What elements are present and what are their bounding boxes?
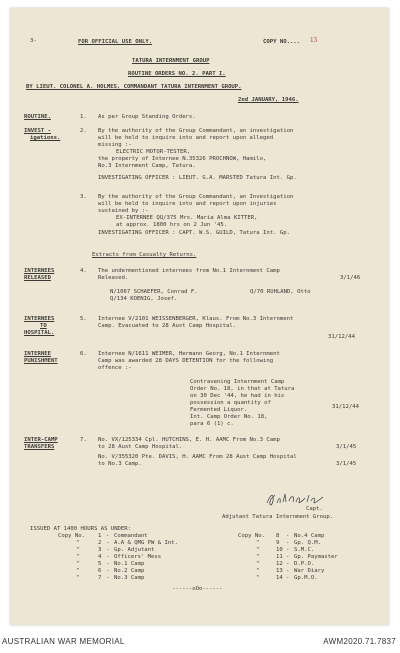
released-name: Q/134 KOENIG, Josef. — [110, 296, 178, 302]
copy-recipient: Gp.M.O. — [294, 575, 318, 581]
copy-recipient: No.2 Camp — [114, 568, 145, 574]
signature-title: Adjutant Tatura Internment Group. — [222, 514, 334, 520]
investigating-officer: INVESTIGATING OFFICER : LIEUT. G.A. MARSTED Tatura Int. Gp. — [98, 175, 297, 181]
item-text: offence :- — [98, 365, 132, 371]
ditto-mark: " — [256, 575, 260, 581]
entry-dash: - — [286, 561, 290, 567]
item-subtext: EX-INTERNEE QQ/375 Mrs. Maria Alma KITTER, — [116, 215, 258, 221]
ditto-mark: " — [76, 540, 80, 546]
ditto-mark: " — [256, 540, 260, 546]
item-number: 7. — [80, 437, 87, 443]
item-text: The undermentioned internees from No.1 Internment Camp — [98, 268, 280, 274]
copy-number-entry: 6 — [98, 568, 102, 574]
item-text: will be held to inquire into and report upon alleged — [98, 135, 274, 141]
item-date: 31/12/44 — [328, 334, 355, 340]
copy-recipient: No.3 Camp — [114, 575, 145, 581]
ditto-mark: " — [76, 554, 80, 560]
item-text: Camp was awarded 28 DAYS DETENTION for the following — [98, 358, 274, 364]
copy-number-entry: 9 — [276, 540, 280, 546]
item-date: 3/1/45 — [336, 444, 357, 450]
item-date: 31/12/44 — [332, 404, 359, 410]
side-heading-released: INTERNEES — [24, 268, 55, 274]
copy-number-entry: 12 — [276, 561, 283, 567]
distribution-heading: ISSUED AT 1400 HOURS AS UNDER: — [30, 526, 132, 532]
ditto-mark: " — [76, 561, 80, 567]
copy-recipient: No.4 Camp — [294, 533, 325, 539]
item-number: 2. — [80, 128, 87, 134]
entry-dash: - — [286, 540, 290, 546]
item-subtext: the property of Internee N.35326 PROCHNOW, Hamilo, — [98, 156, 267, 162]
item-text: will be held to inquire into and report upon injuries — [98, 201, 277, 207]
ditto-mark: " — [256, 547, 260, 553]
offence-text: Int. Camp Order No. 18, — [190, 414, 268, 420]
copy-number-entry: 13 — [276, 568, 283, 574]
copy-recipient: Officers' Mess — [114, 554, 162, 560]
by-line: BY LIEUT. COLONEL A. HOLMES, COMMANDANT TATURA INTERNMENT GROUP. — [26, 84, 242, 90]
copy-recipient: Gp. Adjutant — [114, 547, 155, 553]
copy-recipient: D.P.O. — [294, 561, 315, 567]
copy-recipient: Gp. Paymaster — [294, 554, 338, 560]
item-text: No. V/355320 Pte. DAVIS, H. AAMC From 28 Aust Camp Hospital — [98, 454, 297, 460]
document-page — [10, 8, 389, 625]
copy-number-entry: 4 — [98, 554, 102, 560]
copy-recipient: Commandant — [114, 533, 148, 539]
ditto-mark: " — [76, 547, 80, 553]
entry-dash: - — [106, 554, 110, 560]
released-name: N/1067 SCHAEFER, Conrad F. — [110, 289, 198, 295]
order-date: 2nd JANUARY, 1946. — [238, 97, 299, 103]
item-number: 3. — [80, 194, 87, 200]
copy-no-label: Copy No. — [58, 533, 85, 539]
copy-number: 13 — [310, 36, 317, 44]
item-subtext: at approx. 1800 hrs on 2 Jun '45. — [116, 222, 228, 228]
entry-dash: - — [106, 568, 110, 574]
offence-text: possession a quantity of — [190, 400, 271, 406]
entry-dash: - — [286, 533, 290, 539]
ditto-mark: " — [76, 568, 80, 574]
copy-recipient: A.A & QMG PW & Int. — [114, 540, 178, 546]
copy-recipient: Gp. Q.M. — [294, 540, 321, 546]
corner-mark: 3- — [30, 38, 37, 44]
offence-text: Contravening Internment Camp — [190, 379, 285, 385]
item-text: Internee V/2101 WEISSENBERGER, Klaus. From No.3 Internment — [98, 316, 294, 322]
copy-recipient: No.1 Camp — [114, 561, 145, 567]
orders-title: ROUTINE ORDERS NO. 2. PART I. — [128, 71, 226, 77]
item-number: 6. — [80, 351, 87, 357]
copy-number-entry: 5 — [98, 561, 102, 567]
item-text: By the authority of the Group Commandant, an investigation — [98, 128, 294, 134]
copy-number-entry: 14 — [276, 575, 283, 581]
item-subtext: No.3 Internment Camp, Tatura. — [98, 163, 196, 169]
offence-text: Order No. 18, in that at Tatura — [190, 386, 295, 392]
copy-recipient: War Diary — [294, 568, 325, 574]
side-heading-transfers-2: TRANSFERS — [24, 444, 55, 450]
entry-dash: - — [106, 533, 110, 539]
side-heading-punishment: INTERNEE — [24, 351, 51, 357]
signature-rank: Capt. — [306, 506, 323, 512]
footer-accession: AWM2020.71.7837 — [323, 637, 396, 646]
copy-number-entry: 3 — [98, 547, 102, 553]
side-heading-hospital: INTERNEES — [24, 316, 55, 322]
side-heading-released-2: RELEASED — [24, 275, 51, 281]
offence-text: on 30 Dec '44, he had in his — [190, 393, 285, 399]
ditto-mark: " — [256, 561, 260, 567]
item-number: 4. — [80, 268, 87, 274]
item-text: As per Group Standing Orders. — [98, 114, 196, 120]
copy-label: COPY NO.... — [263, 39, 301, 45]
copy-number-entry: 8 — [276, 533, 280, 539]
side-heading-investigations-2: igations. — [30, 135, 61, 141]
entry-dash: - — [286, 568, 290, 574]
item-text: to 28 Aust Camp Hospital. — [98, 444, 183, 450]
item-date: 3/1/46 — [340, 275, 361, 281]
copy-number-entry: 1 — [98, 533, 102, 539]
ditto-mark: " — [76, 575, 80, 581]
item-text: By the authority of the Group Commandant, an Investigation — [98, 194, 294, 200]
footer-source: AUSTRALIAN WAR MEMORIAL — [2, 637, 125, 646]
entry-dash: - — [286, 554, 290, 560]
copy-no-label: Copy No. — [238, 533, 265, 539]
entry-dash: - — [106, 540, 110, 546]
footer — [0, 629, 400, 653]
ditto-mark: " — [256, 568, 260, 574]
entry-dash: - — [106, 575, 110, 581]
classification: FOR OFFICIAL USE ONLY. — [78, 39, 153, 45]
item-number: 5. — [80, 316, 87, 322]
item-text: Released. — [98, 275, 129, 281]
entry-dash: - — [106, 547, 110, 553]
side-heading-punishment-2: PUNISHMENT — [24, 358, 58, 364]
item-subtext: ELECTRIC MOTOR-TESTER, — [116, 149, 191, 155]
item-text: Camp. Evacuated to 28 Aust Camp Hospital. — [98, 323, 237, 329]
investigating-officer: INVESTIGATING OFFICER : CAPT. W.S. GUILD, Tatura Int. Gp. — [98, 230, 290, 236]
item-text: Internee N/1611 WEIMER, Hermann Georg, No.1 Internment — [98, 351, 280, 357]
released-name: Q/70 RUHLAND, Otto — [250, 289, 311, 295]
copy-number-entry: 7 — [98, 575, 102, 581]
extracts-heading: Extracts from Casualty Returns. — [92, 252, 197, 258]
group-title: TATURA INTERNMENT GROUP — [132, 58, 210, 64]
copy-recipient: S.M.C. — [294, 547, 315, 553]
entry-dash: - — [286, 575, 290, 581]
side-heading-routine: ROUTINE. — [24, 114, 51, 120]
item-text: missing :- — [98, 142, 132, 148]
entry-dash: - — [286, 547, 290, 553]
item-text: sustained by :- — [98, 208, 149, 214]
copy-number-entry: 10 — [276, 547, 283, 553]
item-date: 3/1/45 — [336, 461, 357, 467]
side-heading-transfers: INTER-CAMP — [24, 437, 58, 443]
ditto-mark: " — [256, 554, 260, 560]
copy-number-entry: 2 — [98, 540, 102, 546]
copy-number-entry: 11 — [276, 554, 283, 560]
item-number: 1. — [80, 114, 87, 120]
item-text: to No.3 Camp. — [98, 461, 142, 467]
side-heading-investigations: INVEST - — [24, 128, 51, 134]
offence-text: Fermented Liquor. — [190, 407, 248, 413]
entry-dash: - — [106, 561, 110, 567]
item-text: No. VX/125334 Cpl. HUTCHINS, E. H. AAMC From No.3 Camp — [98, 437, 280, 443]
side-heading-hospital-2: TO — [40, 323, 47, 329]
end-mark: ------oOo------ — [172, 586, 223, 592]
side-heading-hospital-3: HOSPITAL. — [24, 330, 55, 336]
offence-text: para 6 (1) c. — [190, 421, 234, 427]
